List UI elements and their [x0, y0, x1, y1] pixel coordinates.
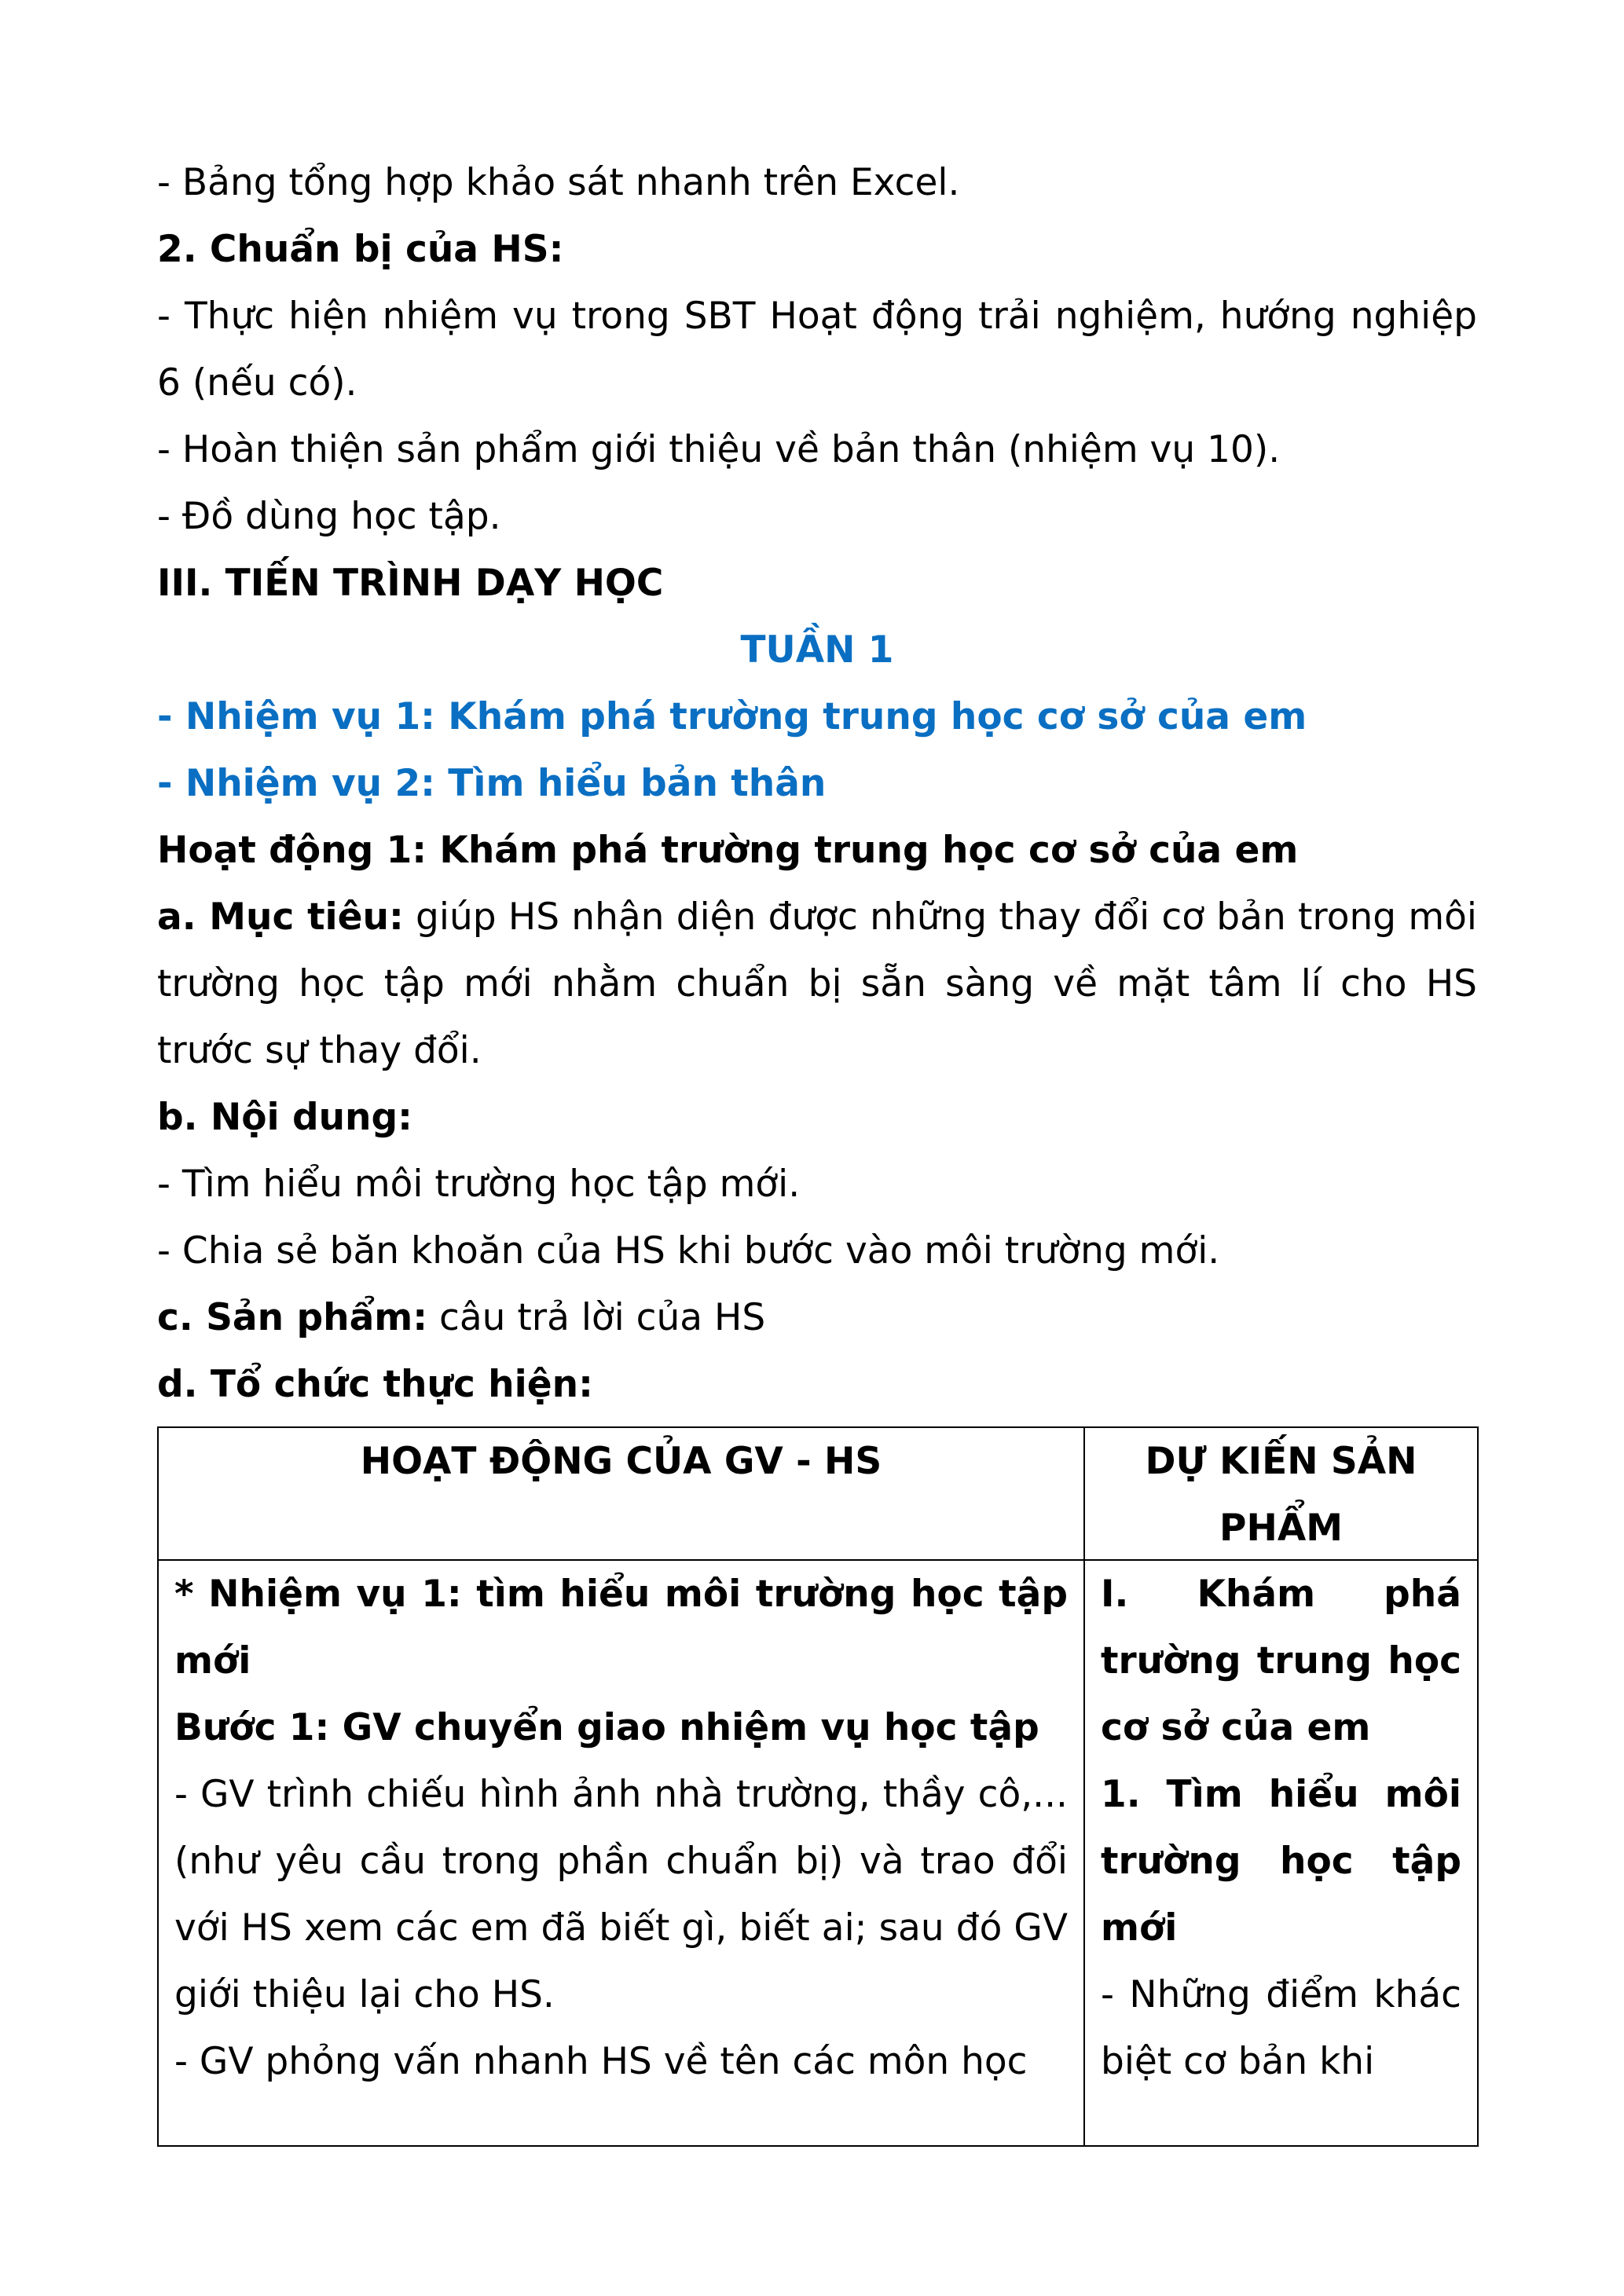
product-paragraph — [157, 1284, 1477, 1351]
student-prep-heading: 2. Chuẩn bị của HS: — [157, 228, 564, 271]
table-header-expected-product: DỰ KIẾN SẢN PHẨM — [1145, 1440, 1417, 1550]
student-prep-item-1: - Thực hiện nhiệm vụ trong SBT Hoạt động trải nghiệm, hướng nghiệp 6 (nếu có). — [157, 295, 1477, 405]
product-label: c. Sản phẩm: — [157, 1296, 428, 1339]
content-heading: b. Nội dung: — [157, 1096, 412, 1139]
activity-table — [157, 1426, 1479, 2147]
content-item-2: - Chia sẻ băn khoăn của HS khi bước vào môi trường mới. — [157, 1229, 1220, 1273]
section-3-heading: III. TIẾN TRÌNH DẠY HỌC — [157, 562, 664, 605]
table-cell-activities — [174, 1561, 1068, 2095]
content-item-1: - Tìm hiểu môi trường học tập mới. — [157, 1163, 801, 1206]
product-item-1: - Những điểm khác biệt cơ bản khi — [1101, 1973, 1461, 2083]
teacher-prep-item: - Bảng tổng hợp khảo sát nhanh trên Excel. — [157, 161, 960, 204]
task-1-title: * Nhiệm vụ 1: tìm hiểu môi trường học tập mới — [174, 1573, 1068, 1683]
activity-title: Hoạt động 1: Khám phá trường trung học cơ sở của em — [157, 829, 1299, 872]
document-body — [157, 149, 1477, 1418]
student-prep-item-3: - Đồ dùng học tập. — [157, 495, 501, 538]
student-prep-item-2: - Hoàn thiện sản phẩm giới thiệu về bản thân (nhiệm vụ 10). — [157, 428, 1281, 471]
step-1-title: Bước 1: GV chuyển giao nhiệm vụ học tập — [174, 1706, 1039, 1749]
product-text: câu trả lời của HS — [427, 1296, 766, 1339]
goal-label: a. Mục tiêu: — [157, 895, 404, 939]
activity-item-2: - GV phỏng vấn nhanh HS về tên các môn học — [174, 2040, 1028, 2083]
table-header-activities: HOẠT ĐỘNG CỦA GV - HS — [360, 1440, 882, 1483]
product-subtitle: 1. Tìm hiểu môi trường học tập mới — [1101, 1773, 1461, 1950]
organize-heading: d. Tổ chức thực hiện: — [157, 1363, 593, 1406]
product-section-title: I. Khám phá trường trung học cơ sở của em — [1101, 1573, 1461, 1749]
week-title: TUẦN 1 — [740, 628, 894, 672]
activity-item-1: - GV trình chiếu hình ảnh nhà trường, thầy cô,... (như yêu cầu trong phần chuẩn bị) và trao đổi với HS xem các em đã biết gì, biết ai; sau đó GV giới thiệu lại cho HS. — [174, 1773, 1068, 2016]
task-2-line: - Nhiệm vụ 2: Tìm hiểu bản thân — [157, 762, 827, 805]
goal-paragraph — [157, 884, 1477, 1084]
table-cell-products — [1101, 1561, 1461, 2095]
task-1-line: - Nhiệm vụ 1: Khám phá trường trung học cơ sở của em — [157, 695, 1307, 738]
goal-text: giúp HS nhận diện được những thay đổi cơ bản trong môi trường học tập mới nhằm chuẩn bị sẵn sàng về mặt tâm lí cho HS trước sự thay đổi. — [157, 895, 1477, 1072]
